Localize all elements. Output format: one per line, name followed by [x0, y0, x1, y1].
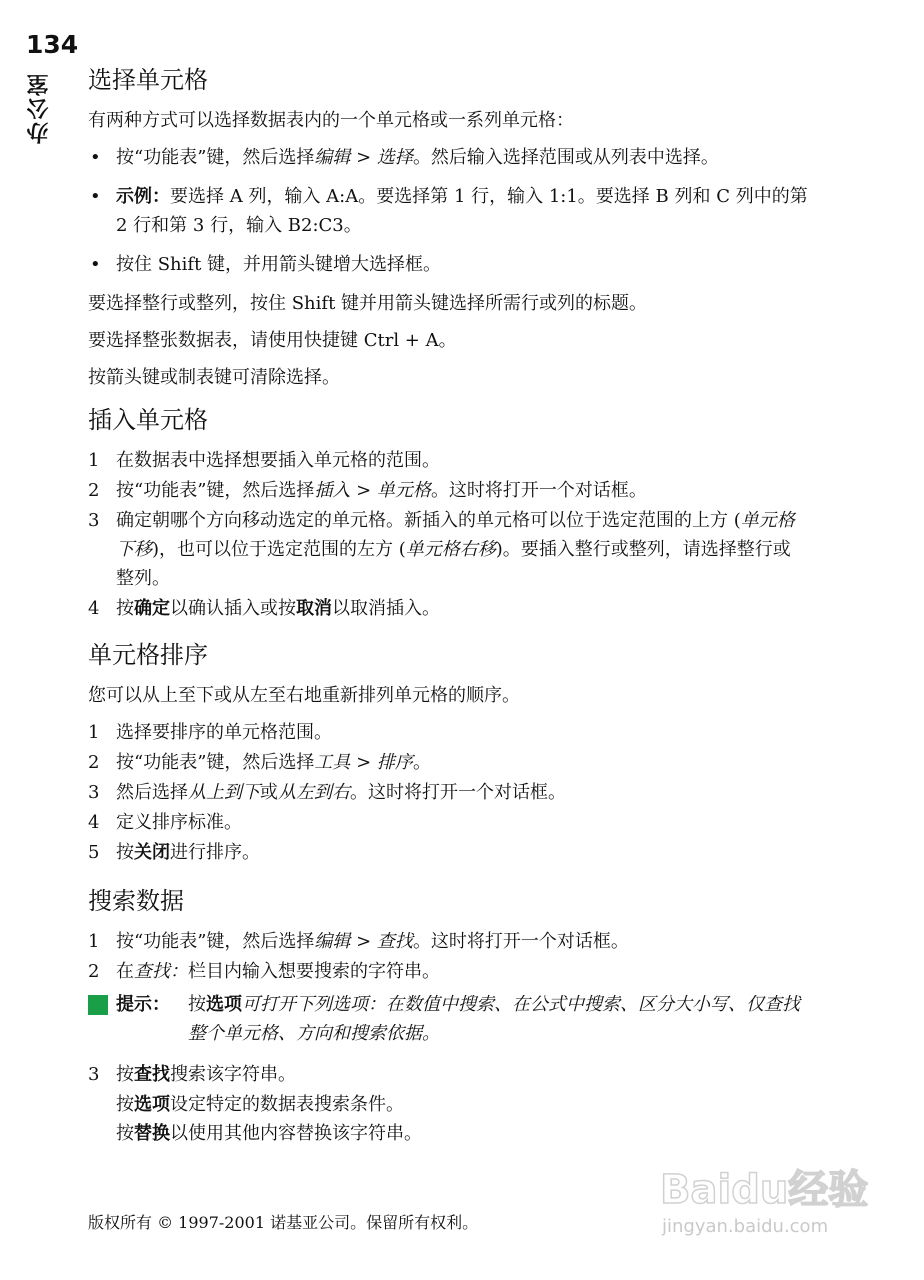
list-item: 1 按“功能表”键，然后选择编辑 > 查找。这时将打开一个对话框。	[88, 931, 629, 952]
paragraph: 要选择整行或整列，按住 Shift 键并用箭头键选择所需行或列的标题。	[88, 293, 648, 314]
list-item: 3 按查找搜索该字符串。	[88, 1064, 296, 1085]
section-title: 搜索数据	[88, 887, 184, 915]
numbered-list	[88, 1060, 808, 1089]
list-item: • 按住 Shift 键，并用箭头键增大选择框。	[88, 250, 808, 279]
section-select-cells	[88, 62, 808, 392]
page-number: 134	[26, 30, 79, 59]
paragraph: 按替换以使用其他内容替换该字符串。	[116, 1123, 422, 1144]
bullet-list	[88, 143, 808, 279]
paragraph: 有两种方式可以选择数据表内的一个单元格或一系列单元格：	[88, 110, 574, 131]
watermark	[660, 1150, 910, 1250]
list-item: 1 选择要排序的单元格范围。	[88, 722, 332, 743]
paragraph: 您可以从上至下或从左至右地重新排列单元格的顺序。	[88, 685, 520, 706]
list-item: 4 定义排序标准。	[88, 812, 242, 833]
section-title: 插入单元格	[88, 406, 208, 434]
section-sort-cells	[88, 637, 808, 867]
numbered-list	[88, 718, 808, 867]
section-title: 单元格排序	[88, 641, 208, 669]
paragraph: 按选项设定特定的数据表搜索条件。	[116, 1094, 404, 1115]
list-item: 4 按确定以确认插入或按取消以取消插入。	[88, 598, 440, 619]
list-item: • 示例：要选择 A 列，输入 A:A。要选择第 1 行，输入 1:1。要选择 B 列和 C 列中的第 2 行和第 3 行，输入 B2:C3。	[88, 182, 808, 240]
page-content	[88, 62, 808, 1148]
tip-label: 提示：	[116, 994, 170, 1015]
list-item: • 按“功能表”键，然后选择编辑 > 选择。然后输入选择范围或从列表中选择。	[88, 143, 808, 172]
list-item: 1 在数据表中选择想要插入单元格的范围。	[88, 450, 440, 471]
list-item: 2 在查找：栏目内输入想要搜索的字符串。	[88, 961, 440, 982]
section-title: 选择单元格	[88, 66, 208, 94]
chapter-side-tab: 办公室	[27, 72, 52, 144]
list-item: 3 然后选择从上到下或从左到右。这时将打开一个对话框。	[88, 782, 566, 803]
list-item: 3 确定朝哪个方向移动选定的单元格。新插入的单元格可以位于选定范围的上方 (单元格下移)，也可以位于选定范围的左方 (单元格右移)。要插入整行或整列，请选择整行或整列。	[88, 510, 795, 589]
paragraph: 按箭头键或制表键可清除选择。	[88, 367, 340, 388]
list-item: 2 按“功能表”键，然后选择工具 > 排序。	[88, 752, 431, 773]
list-item: 2 按“功能表”键，然后选择插入 > 单元格。这时将打开一个对话框。	[88, 480, 647, 501]
section-insert-cells	[88, 402, 808, 623]
tip-square-icon	[88, 995, 108, 1015]
numbered-list	[88, 927, 808, 986]
numbered-list	[88, 446, 808, 623]
watermark-url: jingyan.baidu.com	[662, 1216, 829, 1237]
watermark-logo: Baidu经验	[660, 1167, 869, 1213]
list-item: 5 按关闭进行排序。	[88, 842, 260, 863]
paragraph: 要选择整张数据表，请使用快捷键 Ctrl + A。	[88, 330, 457, 351]
copyright-footer: 版权所有 © 1997-2001 诺基亚公司。保留所有权利。	[88, 1213, 479, 1232]
tip-note: 提示： 按选项可打开下列选项：在数值中搜索、在公式中搜索、区分大小写、仅查找整个单元格、方向和搜索依据。	[88, 990, 808, 1048]
section-search-data	[88, 883, 808, 1148]
